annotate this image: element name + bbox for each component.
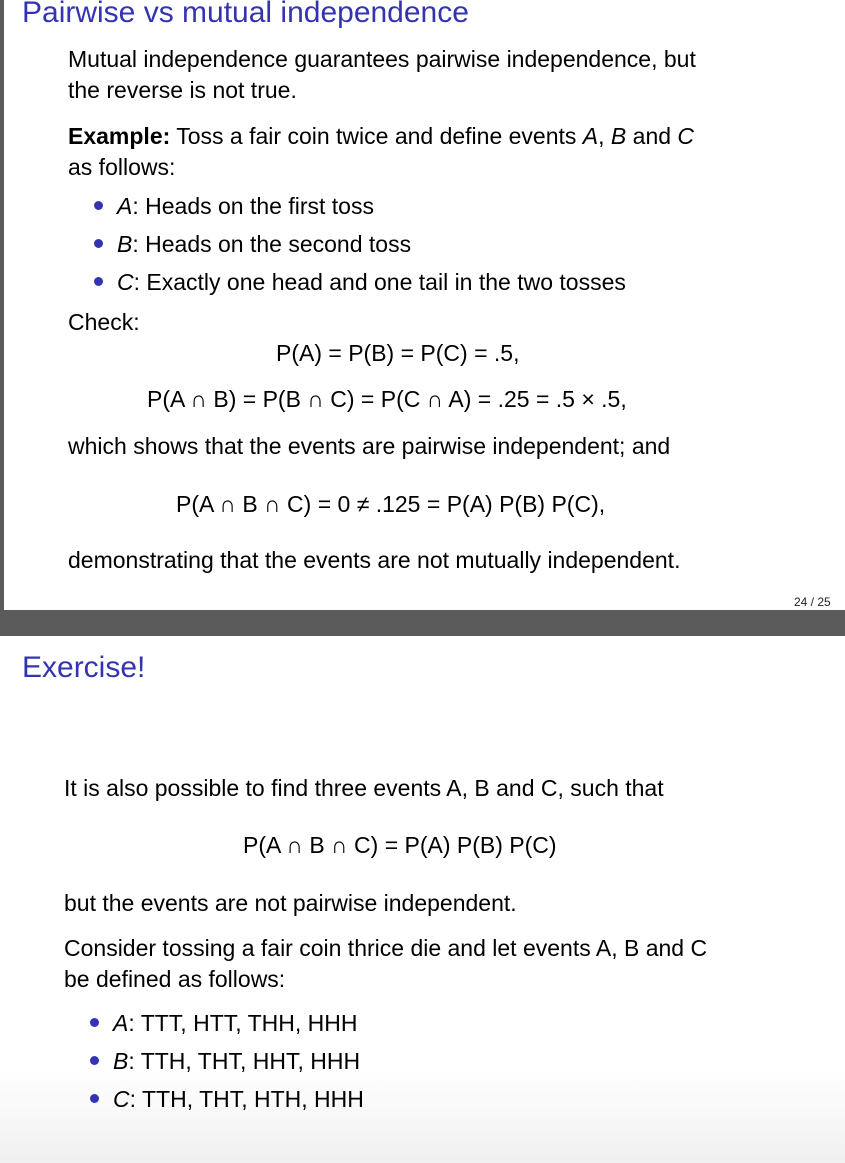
example-line-2: as follows: xyxy=(68,154,176,180)
bullet-dot-icon xyxy=(94,201,103,210)
consider-line-2: be defined as follows: xyxy=(64,966,286,992)
bullet-a: A: Heads on the first toss xyxy=(94,193,374,220)
example-line-1: Example: Toss a fair coin twice and define events A, B and C xyxy=(68,123,695,149)
bullet-c: C: TTH, THT, HTH, HHH xyxy=(90,1086,364,1113)
bullet-c: C: Exactly one head and one tail in the two tosses xyxy=(94,269,626,296)
intro-line-1: Mutual independence guarantees pairwise independence, but xyxy=(68,46,696,72)
bullet-dot-icon xyxy=(94,277,103,286)
equation-3: P(A ∩ B ∩ C) = 0 ≠ .125 = P(A) P(B) P(C), xyxy=(176,491,606,517)
conclusion-text: demonstrating that the events are not mutually independent. xyxy=(68,547,681,573)
example-label: Example: xyxy=(68,123,171,149)
bullet-dot-icon xyxy=(94,239,103,248)
bullet-dot-icon xyxy=(90,1056,99,1065)
equation: P(A ∩ B ∩ C) = P(A) P(B) P(C) xyxy=(243,832,557,858)
pairwise-text: which shows that the events are pairwise independent; and xyxy=(68,433,671,459)
bullet-dot-icon xyxy=(90,1094,99,1103)
not-pairwise-text: but the events are not pairwise independent. xyxy=(64,890,517,916)
bullet-a: A: TTT, HTT, THH, HHH xyxy=(90,1010,358,1037)
intro-text: It is also possible to find three events A, B and C, such that xyxy=(64,775,664,801)
example-text: Toss a fair coin twice and define events xyxy=(170,123,583,149)
consider-line-1: Consider tossing a fair coin thrice die and let events A, B and C xyxy=(64,935,708,961)
intro-line-2: the reverse is not true. xyxy=(68,77,297,103)
equation-2: P(A ∩ B) = P(B ∩ C) = P(C ∩ A) = .25 = .5 × .5, xyxy=(147,386,627,412)
slide-title: Exercise! xyxy=(22,651,146,684)
bullet-dot-icon xyxy=(90,1018,99,1027)
equation-1: P(A) = P(B) = P(C) = .5, xyxy=(276,340,520,366)
page-number: 24 / 25 xyxy=(794,595,831,609)
slide-25 xyxy=(0,636,845,1163)
slide-title: Pairwise vs mutual independence xyxy=(22,0,469,29)
check-label: Check: xyxy=(68,309,140,335)
bullet-b: B: Heads on the second toss xyxy=(94,231,411,258)
bullet-b: B: TTH, THT, HHT, HHH xyxy=(90,1048,360,1075)
